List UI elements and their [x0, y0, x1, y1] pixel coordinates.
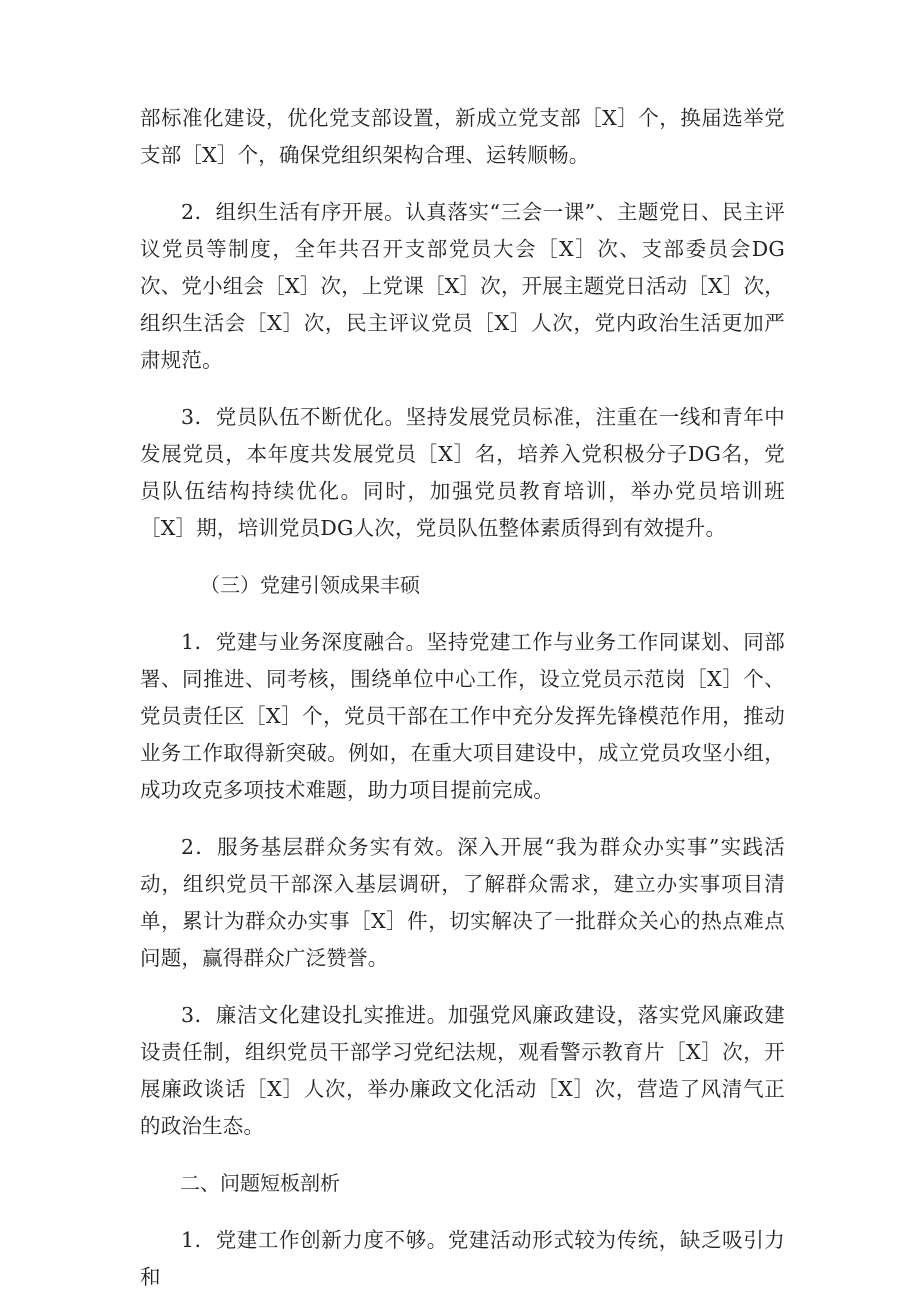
section-subheading: （三）党建引领成果丰硕 [200, 573, 420, 597]
document-page [140, 100, 785, 1316]
paragraph-serve-masses: 2．服务基层群众务实有效。深入开展“我为群众办实事”实践活动，组织党员干部深入基层调研，了解群众需求，建立办实事项目清单，累计为群众办实事［X］件，切实解决了一批群众关心的热点难点问题，赢得群众广泛赞誉。 [140, 835, 785, 970]
paragraph-business-integration: 1．党建与业务深度融合。坚持党建工作与业务工作同谋划、同部署、同推进、同考核，围绕单位中心工作，设立党员示范岗［X］个、党员责任区［X］个，党员干部在工作中充分发挥先锋模范作用，推动业务工作取得新突破。例如，在重大项目建设中，成立党员攻坚小组，成功攻克多项技术难题，助力项目提前完成。 [140, 630, 785, 802]
section-heading: 二、问题短板剖析 [180, 1171, 340, 1195]
paragraph-member-team: 3．党员队伍不断优化。坚持发展党员标准，注重在一线和青年中发展党员，本年度共发展党员［X］名，培养入党积极分子DG名，党员队伍结构持续优化。同时，加强党员教育培训，举办党员培训班［X］期，培训党员DG人次，党员队伍整体素质得到有效提升。 [140, 405, 785, 540]
paragraph-innovation: 1．党建工作创新力度不够。党建活动形式较为传统，缺乏吸引力和 [140, 1228, 785, 1289]
paragraph-organization-life: 2．组织生活有序开展。认真落实“三会一课”、主题党日、民主评议党员等制度，全年共召开支部党员大会［X］次、支部委员会DG次、党小组会［X］次，上党课［X］次，开展主题党日活动［X］次，组织生活会［X］次，民主评议党员［X］人次，党内政治生活更加严肃规范。 [140, 200, 785, 372]
paragraph-integrity-culture: 3．廉洁文化建设扎实推进。加强党风廉政建设，落实党风廉政建设责任制，组织党员干部学习党纪法规，观看警示教育片［X］次，开展廉政谈话［X］人次，举办廉政文化活动［X］次，营造了风清气正的政治生态。 [140, 1003, 785, 1138]
paragraph-continuation: 部标准化建设，优化党支部设置，新成立党支部［X］个，换届选举党支部［X］个，确保党组织架构合理、运转顺畅。 [140, 106, 785, 167]
